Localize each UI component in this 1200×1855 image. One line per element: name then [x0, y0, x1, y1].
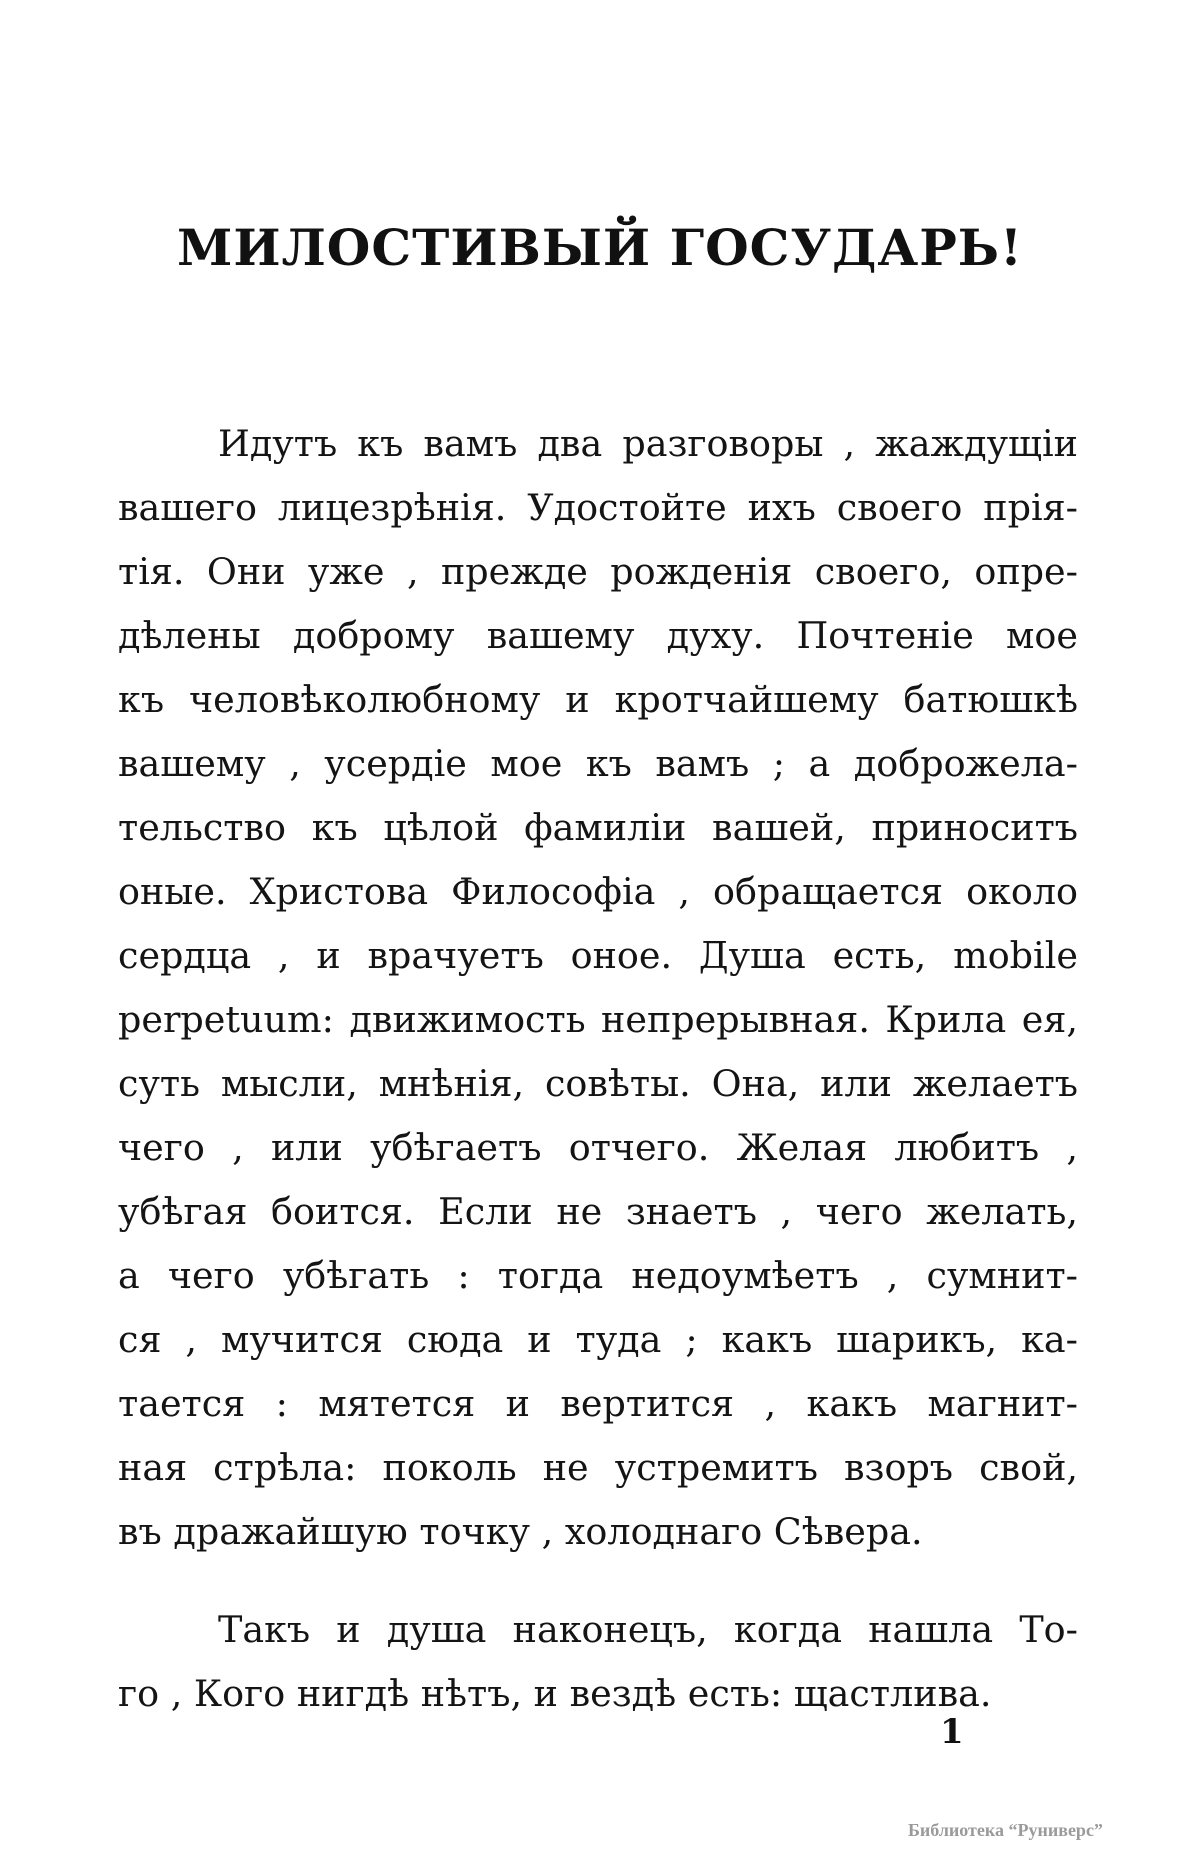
- text-line: чего , или убѣгаетъ отчего. Желая любитъ ,: [118, 1126, 1078, 1169]
- text-line: сердца , и врачуетъ оное. Душа есть, mobile: [118, 934, 1078, 977]
- text-line: го , Кого нигдѣ нѣтъ, и вездѣ есть: щастлива.: [118, 1672, 992, 1715]
- text-line: къ человѣколюбному и кротчайшему батюшкѣ: [118, 678, 1078, 721]
- text-line: ная стрѣла: поколь не устремитъ взоръ свой,: [118, 1446, 1078, 1489]
- text-line: въ дражайшую точку , холоднаго Сѣвера.: [118, 1510, 923, 1553]
- text-line: дѣлены доброму вашему духу. Почтенiе мое: [118, 614, 1078, 657]
- text-line: суть мысли, мнѣнiя, совѣты. Она, или желаетъ: [118, 1062, 1078, 1105]
- text-line: убѣгая боится. Если не знаетъ , чего желать,: [118, 1190, 1078, 1233]
- page-heading: МИЛОСТИВЫЙ ГОСУДАРЬ!: [176, 218, 1024, 277]
- paragraph: [118, 1598, 1078, 1726]
- text-line: тается : мятется и вертится , какъ магнит-: [118, 1382, 1078, 1425]
- library-watermark: Библиотека “Руниверс”: [908, 1820, 1103, 1840]
- text-line: вашему , усердiе мое къ вамъ ; а доброжела-: [118, 742, 1078, 785]
- text-line: вашего лицезрѣнiя. Удостойте ихъ своего прiя-: [118, 486, 1078, 529]
- text-line: Такъ и душа наконецъ, когда нашла То-: [218, 1608, 1078, 1651]
- text-line: Идутъ къ вамъ два разговоры , жаждущiи: [218, 422, 1078, 465]
- body-text: [118, 412, 1078, 1726]
- paragraph-gap: [118, 1564, 1078, 1598]
- text-line: тельство къ цѣлой фамилiи вашей, приноситъ: [118, 806, 1078, 849]
- page-number: 1: [940, 1712, 964, 1752]
- text-line: тiя. Они уже , прежде рожденiя своего, опре-: [118, 550, 1078, 593]
- text-line: perpetuum: движимость непрерывная. Крила ея,: [118, 998, 1078, 1041]
- text-line: а чего убѣгать : тогда недоумѣетъ , сумнит-: [118, 1254, 1078, 1297]
- paragraph: [118, 412, 1078, 1564]
- text-line: оные. Христова Философiа , обращается около: [118, 870, 1078, 913]
- text-line: ся , мучится сюда и туда ; какъ шарикъ, ка-: [118, 1318, 1078, 1361]
